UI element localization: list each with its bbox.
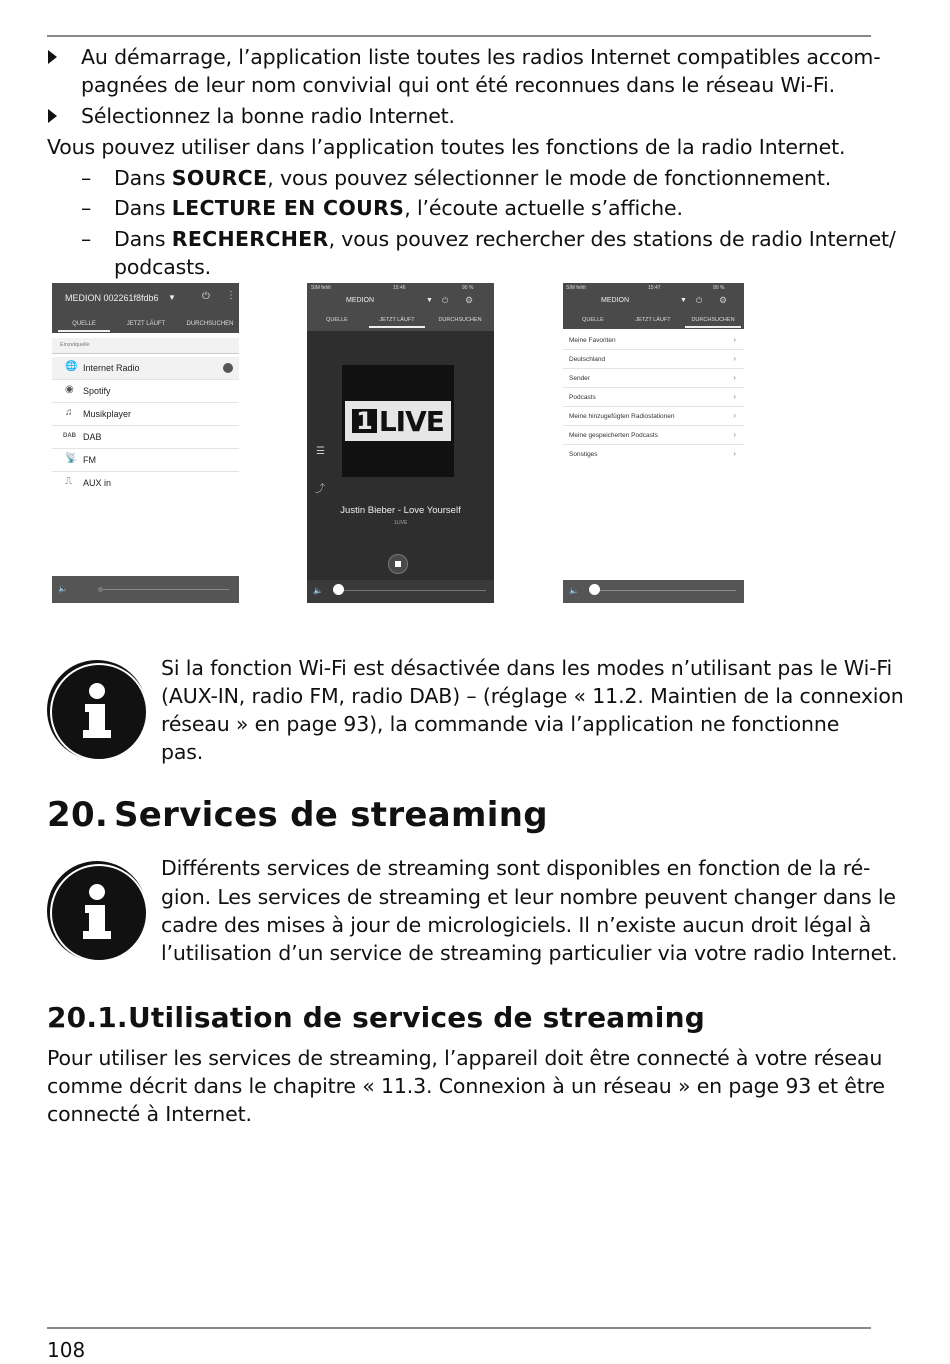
station-logo-number: 1 <box>352 409 377 433</box>
status-battery: 90 % <box>713 285 725 291</box>
dash-keyword: RECHERCHER <box>171 227 329 251</box>
body-line3: connecté à Internet. <box>47 1102 252 1126</box>
section-number: 20. <box>47 795 109 835</box>
speaker-icon: 🔈 <box>313 586 323 595</box>
dash-post: , l’écoute actuelle s’affiche. <box>404 196 683 220</box>
status-time: 15:46 <box>393 285 406 291</box>
bullet-text-2: Sélectionnez la bonne radio Internet. <box>81 104 455 128</box>
chevron-right-icon: › <box>733 335 736 344</box>
source-item-aux[interactable] <box>52 472 239 495</box>
subsection-number: 20.1. <box>47 1001 128 1034</box>
chevron-right-icon: › <box>733 354 736 363</box>
spotify-icon: ◉ <box>65 384 74 395</box>
screenshot-playing <box>307 283 494 603</box>
note1-line2: (AUX-IN, radio FM, radio DAB) – (réglage « 11.2. Maintien de la connexion <box>161 684 904 708</box>
dash-pre: Dans <box>114 196 172 220</box>
body-line2: comme décrit dans le chapitre « 11.3. Connexion à un réseau » en page 93 et être <box>47 1074 885 1098</box>
tab-source[interactable]: QUELLE <box>326 317 348 323</box>
album-art <box>342 365 454 477</box>
volume-bar <box>52 576 239 603</box>
power-icon[interactable]: ⏻ <box>442 296 449 305</box>
dash-pre: Dans <box>114 227 172 251</box>
share-icon[interactable]: ⤴ <box>315 484 325 495</box>
gear-icon[interactable]: ⚙ <box>465 295 474 305</box>
dash-pre: Dans <box>114 166 172 190</box>
station-logo <box>345 401 451 441</box>
status-time: 15:47 <box>648 285 661 291</box>
source-item-musicplayer[interactable] <box>52 403 239 426</box>
tab-browse[interactable]: DURCHSUCHEN <box>685 317 741 323</box>
chevron-right-icon: › <box>733 449 736 458</box>
source-item-dab[interactable] <box>52 426 239 449</box>
chevron-right-icon: › <box>733 430 736 439</box>
chevron-down-icon[interactable]: ▼ <box>426 297 433 304</box>
device-name: MEDION 002261f8fdb6 <box>65 293 159 303</box>
dash-marker: – <box>81 166 92 190</box>
status-carrier: SIM fehlt <box>566 285 586 291</box>
check-icon <box>223 363 233 373</box>
browse-label: Podcasts <box>569 394 596 401</box>
browse-label: Deutschland <box>569 356 606 363</box>
device-name: MEDION <box>346 297 374 304</box>
browse-label: Sender <box>569 375 590 382</box>
volume-track[interactable] <box>595 590 736 591</box>
top-rule <box>47 35 871 37</box>
stop-button[interactable] <box>388 554 408 574</box>
browse-label: Meine Favoriten <box>569 337 616 344</box>
note2-line4: l’utilisation d’un service de streaming particulier via votre radio Internet. <box>161 941 898 965</box>
volume-bar <box>563 580 744 603</box>
aux-cable-icon: ⎍ <box>65 476 72 487</box>
source-label: Spotify <box>83 386 111 396</box>
antenna-icon: 📡 <box>65 453 78 464</box>
dash-item-search-line2: podcasts. <box>114 255 211 279</box>
note1-line1: Si la fonction Wi-Fi est désactivée dans les modes n’utilisant pas le Wi-Fi <box>161 656 893 680</box>
screenshot-source <box>52 283 239 603</box>
tab-playing[interactable]: JETZT LÄUFT <box>369 317 425 323</box>
bottom-rule <box>47 1327 871 1329</box>
volume-bar <box>307 580 494 603</box>
subsection-title: Utilisation de services de streaming <box>128 1001 705 1034</box>
source-label: AUX in <box>83 478 112 488</box>
gear-icon[interactable]: ⚙ <box>719 295 728 305</box>
station-logo-text: LIVE <box>378 404 444 438</box>
source-item-fm[interactable] <box>52 449 239 472</box>
body-line1: Pour utiliser les services de streaming, l’appareil doit être connecté à votre réseau <box>47 1046 883 1070</box>
status-battery: 90 % <box>462 285 474 291</box>
list-icon[interactable]: ☰ <box>316 446 325 457</box>
volume-knob[interactable] <box>333 584 344 595</box>
note2-line2: gion. Les services de streaming et leur nombre peuvent changer dans le <box>161 885 896 909</box>
volume-track[interactable] <box>339 590 486 591</box>
source-label: DAB <box>83 432 102 442</box>
volume-knob[interactable] <box>589 584 600 595</box>
browse-label: Meine gespeicherten Podcasts <box>569 432 658 439</box>
browse-label: Meine hinzugefügten Radiostationen <box>569 413 675 420</box>
chevron-right-icon: › <box>733 411 736 420</box>
browse-item-stations[interactable] <box>563 369 744 388</box>
chevron-right-icon: › <box>733 392 736 401</box>
dash-item-playing <box>114 194 683 223</box>
source-item-spotify[interactable] <box>52 380 239 403</box>
dash-post: , vous pouvez rechercher des stations de radio Internet/ <box>328 227 896 251</box>
volume-track[interactable] <box>100 589 229 590</box>
note2-line3: cadre des mises à jour de micrologiciels. Il n’existe aucun droit légal à <box>161 913 872 937</box>
globe-icon: 🌐 <box>65 361 78 372</box>
app-header <box>52 283 239 333</box>
track-title: Justin Bieber - Love Yourself <box>340 505 461 516</box>
status-carrier: SIM fehlt <box>311 285 331 291</box>
music-note-icon: ♫ <box>65 407 73 418</box>
section-header <box>52 338 239 354</box>
source-label: FM <box>83 455 96 465</box>
tab-browse[interactable]: DURCHSUCHEN <box>438 317 482 323</box>
tab-source[interactable]: QUELLE <box>58 321 110 327</box>
bullet-text-1b: pagnées de leur nom convivial qui ont été reconnues dans le réseau Wi-Fi. <box>81 73 835 97</box>
volume-knob[interactable] <box>98 587 103 592</box>
dash-marker: – <box>81 196 92 220</box>
browse-item-podcasts[interactable] <box>563 388 744 407</box>
power-icon[interactable]: ⏻ <box>202 291 210 302</box>
browse-item-favorites[interactable] <box>563 331 744 350</box>
tab-source[interactable]: QUELLE <box>582 317 604 323</box>
browse-item-other[interactable] <box>563 445 744 464</box>
note1-line4: pas. <box>161 740 204 764</box>
chevron-down-icon[interactable]: ▼ <box>168 293 176 302</box>
dash-post: , vous pouvez sélectionner le mode de fonctionnement. <box>267 166 832 190</box>
speaker-icon: 🔈 <box>58 584 68 593</box>
info-icon <box>47 660 147 760</box>
chevron-right-icon: › <box>733 373 736 382</box>
source-label: Internet Radio <box>83 363 140 373</box>
section-label: Einzelquelle <box>60 342 90 348</box>
dab-icon: DAB <box>63 433 76 439</box>
info-icon <box>47 861 147 961</box>
source-item-internet-radio[interactable] <box>52 357 239 380</box>
power-icon[interactable]: ⏻ <box>696 296 703 305</box>
bullet-text-1a: Au démarrage, l’application liste toutes les radios Internet compatibles accom- <box>81 45 881 69</box>
more-menu-icon[interactable]: ⋮ <box>226 290 236 301</box>
dash-marker: – <box>81 227 92 251</box>
intro-paragraph: Vous pouvez utiliser dans l’application toutes les fonctions de la radio Internet. <box>47 135 846 159</box>
stop-icon <box>395 561 401 567</box>
dash-keyword: LECTURE EN COURS <box>171 196 405 220</box>
speaker-icon: 🔈 <box>569 586 579 595</box>
dash-item-source <box>114 164 831 193</box>
browse-item-added-stations[interactable] <box>563 407 744 426</box>
browse-label: Sonstiges <box>569 451 598 458</box>
note2-line1: Différents services de streaming sont disponibles en fonction de la ré- <box>161 856 871 880</box>
tab-browse[interactable]: DURCHSUCHEN <box>186 321 234 327</box>
station-name: 1LIVE <box>393 520 408 526</box>
tab-playing[interactable]: JETZT LÄUFT <box>635 317 671 323</box>
app-header <box>563 283 744 329</box>
browse-item-saved-podcasts[interactable] <box>563 426 744 445</box>
triangle-bullet-icon <box>48 50 57 64</box>
device-name: MEDION <box>601 297 629 304</box>
source-label: Musikplayer <box>83 409 132 419</box>
triangle-bullet-icon <box>48 109 57 123</box>
chevron-down-icon[interactable]: ▼ <box>680 297 687 304</box>
note1-line3: réseau » en page 93), la commande via l’application ne fonctionne <box>161 712 840 736</box>
dash-item-search <box>114 225 896 254</box>
browse-item-germany[interactable] <box>563 350 744 369</box>
section-title: Services de streaming <box>114 795 548 835</box>
dash-keyword: SOURCE <box>171 166 268 190</box>
app-header <box>307 283 494 331</box>
tab-playing[interactable]: JETZT LÄUFT <box>126 321 166 327</box>
page-number: 108 <box>47 1338 86 1362</box>
screenshot-browse <box>563 283 744 603</box>
